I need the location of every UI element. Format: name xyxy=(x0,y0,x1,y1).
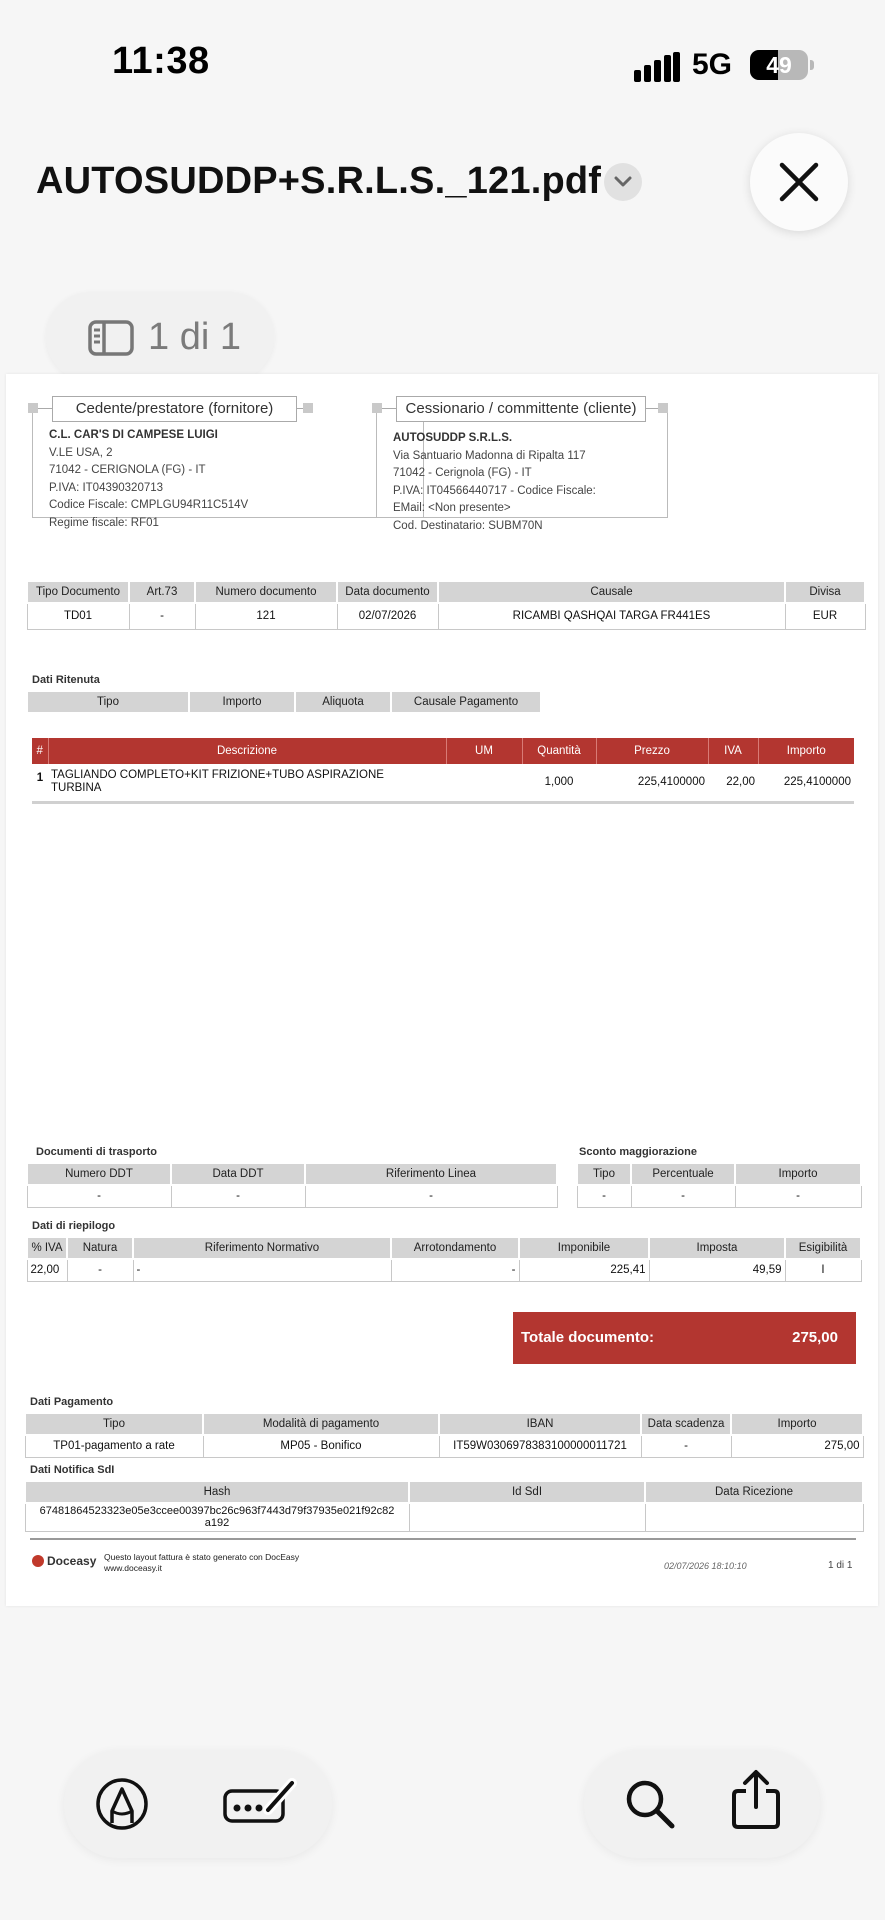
th-item-um: UM xyxy=(446,738,522,764)
page-indicator[interactable] xyxy=(46,292,274,382)
share-button[interactable] xyxy=(722,1766,790,1834)
th-line-ref: Riferimento Linea xyxy=(305,1163,557,1185)
th-taxable: Imponibile xyxy=(519,1237,649,1259)
item-description-line1: TAGLIANDO COMPLETO+KIT FRIZIONE+TUBO ASPIRAZIONE xyxy=(51,769,384,782)
document-table-row xyxy=(27,603,865,629)
footer-note xyxy=(104,1552,299,1574)
battery-percent: 49 xyxy=(766,52,792,78)
th-withholding-type: Tipo xyxy=(27,691,189,713)
th-legal-ref: Riferimento Normativo xyxy=(133,1237,391,1259)
toolbar-right xyxy=(584,1750,820,1858)
th-ddt-number: Numero DDT xyxy=(27,1163,171,1185)
markup-icon xyxy=(95,1777,149,1831)
customer-corner-right xyxy=(658,403,668,413)
th-item-description: Descrizione xyxy=(48,738,446,764)
summary-vat-rate: 22,00 xyxy=(27,1259,67,1281)
ddt-date: - xyxy=(171,1185,305,1207)
th-currency: Divisa xyxy=(785,581,865,603)
items-header xyxy=(32,738,854,764)
th-chargeability: Esigibilità xyxy=(785,1237,861,1259)
supplier-header: Cedente/prestatore (fornitore) xyxy=(52,396,297,422)
sdi-hash xyxy=(25,1503,409,1531)
supplier-vat: P.IVA: IT04390320713 xyxy=(49,481,164,494)
payment-method: MP05 - Bonifico xyxy=(203,1435,439,1457)
signal-icon xyxy=(634,52,680,82)
th-doc-number: Numero documento xyxy=(195,581,337,603)
customer-recipient-code: Cod. Destinatario: SUBM70N xyxy=(393,519,543,532)
footer-generated-date: 02/07/2026 18:10:10 xyxy=(664,1561,747,1571)
customer-rule-left xyxy=(382,408,396,409)
total-label: Totale documento: xyxy=(521,1329,655,1346)
th-vat-rate: % IVA xyxy=(27,1237,67,1259)
discount-percent: - xyxy=(631,1185,735,1207)
doc-date: 02/07/2026 xyxy=(337,603,438,629)
th-nature: Natura xyxy=(67,1237,133,1259)
share-icon xyxy=(730,1769,782,1831)
close-button[interactable] xyxy=(750,133,848,231)
customer-address: Via Santuario Madonna di Ripalta 117 xyxy=(393,449,586,462)
document-table-header xyxy=(27,581,865,603)
item-vat: 22,00 xyxy=(708,764,758,802)
sdi-received-date xyxy=(645,1503,863,1531)
ddt-number: - xyxy=(27,1185,171,1207)
doc-type: TD01 xyxy=(27,603,129,629)
th-item-price: Prezzo xyxy=(596,738,708,764)
th-item-number: # xyxy=(32,738,48,764)
th-withholding-amount: Importo xyxy=(189,691,295,713)
transport-table xyxy=(26,1162,558,1208)
th-reason: Causale xyxy=(438,581,785,603)
th-discount-percent: Percentuale xyxy=(631,1163,735,1185)
summary-nature: - xyxy=(67,1259,133,1281)
chevron-down-icon[interactable] xyxy=(604,163,642,201)
th-payment-amount: Importo xyxy=(731,1413,863,1435)
footer-page-number: 1 di 1 xyxy=(828,1560,853,1571)
sidebar-icon xyxy=(88,320,134,361)
discount-table xyxy=(576,1162,862,1208)
supplier-city: 71042 - CERIGNOLA (FG) - IT xyxy=(49,464,206,476)
th-item-amount: Importo xyxy=(758,738,854,764)
doceasy-logo-mark xyxy=(32,1555,44,1567)
markup-button[interactable] xyxy=(88,1770,156,1838)
items-table xyxy=(32,738,854,804)
th-discount-amount: Importo xyxy=(735,1163,861,1185)
customer-email: EMail: <Non presente> xyxy=(393,502,511,514)
summary-label: Dati di riepilogo xyxy=(32,1220,116,1232)
footer-note-link[interactable]: www.doceasy.it xyxy=(104,1563,162,1573)
item-number: 1 xyxy=(32,764,48,802)
th-withholding-rate: Aliquota xyxy=(295,691,391,713)
doc-art73: - xyxy=(129,603,195,629)
th-payment-method: Modalità di pagamento xyxy=(203,1413,439,1435)
doc-number: 121 xyxy=(195,603,337,629)
page-indicator-label: 1 di 1 xyxy=(148,316,241,358)
customer-name: AUTOSUDDP S.R.L.S. xyxy=(393,432,513,444)
summary-tax: 49,59 xyxy=(649,1259,785,1281)
th-art73: Art.73 xyxy=(129,581,195,603)
customer-corner-left xyxy=(372,403,382,413)
supplier-tax-code: Codice Fiscale: CMPLGU94R11C514V xyxy=(49,499,249,511)
transport-label: Documenti di trasporto xyxy=(36,1146,158,1158)
supplier-rule-left xyxy=(38,408,52,409)
item-price: 225,4100000 xyxy=(596,764,708,802)
doceasy-logo-text: Doceasy xyxy=(47,1554,97,1568)
th-discount-type: Tipo xyxy=(577,1163,631,1185)
summary-rounding: - xyxy=(391,1259,519,1281)
signature-icon xyxy=(222,1777,298,1831)
sdi-label: Dati Notifica SdI xyxy=(30,1464,115,1476)
footer-divider xyxy=(30,1538,856,1540)
pdf-page[interactable] xyxy=(6,374,878,1606)
signature-button[interactable] xyxy=(220,1770,300,1838)
item-row xyxy=(32,764,854,802)
th-tax: Imposta xyxy=(649,1237,785,1259)
doc-currency: EUR xyxy=(785,603,865,629)
status-time: 11:38 xyxy=(112,40,210,82)
payment-type: TP01-pagamento a rate xyxy=(25,1435,203,1457)
payment-due-date: - xyxy=(641,1435,731,1457)
supplier-address: V.LE USA, 2 xyxy=(49,446,113,459)
battery-tip xyxy=(810,60,814,70)
withholding-label: Dati Ritenuta xyxy=(32,674,100,686)
total-value: 275,00 xyxy=(792,1329,838,1346)
th-payment-type: Tipo xyxy=(25,1413,203,1435)
footer-note-line1: Questo layout fattura è stato generato con DocEasy xyxy=(104,1552,300,1562)
item-qty: 1,000 xyxy=(522,764,596,802)
doc-reason: RICAMBI QASHQAI TARGA FR441ES xyxy=(438,603,785,629)
customer-header: Cessionario / committente (cliente) xyxy=(396,396,646,422)
th-item-vat: IVA xyxy=(708,738,758,764)
toolbar-left xyxy=(64,1750,332,1858)
summary-taxable: 225,41 xyxy=(519,1259,649,1281)
item-um xyxy=(446,764,522,802)
th-item-qty: Quantità xyxy=(522,738,596,764)
network-type: 5G xyxy=(692,48,733,81)
search-button[interactable] xyxy=(616,1770,684,1838)
th-withholding-reason: Causale Pagamento xyxy=(391,691,541,713)
item-description-line2: TURBINA xyxy=(51,782,102,795)
discount-type: - xyxy=(577,1185,631,1207)
supplier-corner-right xyxy=(303,403,313,413)
sdi-hash-line2: a192 xyxy=(204,1517,230,1530)
customer-details xyxy=(393,430,596,535)
th-hash: Hash xyxy=(25,1481,409,1503)
payment-table xyxy=(24,1412,864,1458)
sdi-id xyxy=(409,1503,645,1531)
th-sdi-id: Id SdI xyxy=(409,1481,645,1503)
discount-amount: - xyxy=(735,1185,861,1207)
supplier-name: C.L. CAR'S DI CAMPESE LUIGI xyxy=(49,429,218,441)
customer-vat: P.IVA: IT04566440717 - Codice Fiscale: xyxy=(393,484,596,497)
supplier-corner-left xyxy=(28,403,38,413)
sdi-table xyxy=(24,1480,864,1532)
item-amount: 225,4100000 xyxy=(758,764,854,802)
th-iban: IBAN xyxy=(439,1413,641,1435)
item-description xyxy=(48,764,446,802)
payment-iban: IT59W0306978383100000011721 xyxy=(439,1435,641,1457)
ddt-line-ref: - xyxy=(305,1185,557,1207)
th-doc-type: Tipo Documento xyxy=(27,581,129,603)
document-title[interactable]: AUTOSUDDP+S.R.L.S._121.pdf xyxy=(36,160,602,202)
doceasy-logo xyxy=(32,1554,96,1568)
th-due-date: Data scadenza xyxy=(641,1413,731,1435)
supplier-tax-regime: Regime fiscale: RF01 xyxy=(49,516,159,529)
th-ddt-date: Data DDT xyxy=(171,1163,305,1185)
payment-amount: 275,00 xyxy=(731,1435,863,1457)
th-received-date: Data Ricezione xyxy=(645,1481,863,1503)
sdi-hash-line1: 67481864523323e05e3ccee00397bc26c963f7443d79f37935e021f92c82 xyxy=(39,1505,395,1518)
battery-icon xyxy=(750,50,808,80)
withholding-table xyxy=(26,690,542,714)
summary-legal-ref: - xyxy=(133,1259,391,1281)
supplier-details xyxy=(49,427,248,532)
search-icon xyxy=(623,1777,677,1831)
customer-city: 71042 - Cerignola (FG) - IT xyxy=(393,467,532,479)
th-doc-date: Data documento xyxy=(337,581,438,603)
customer-rule-right xyxy=(646,408,658,409)
summary-table xyxy=(26,1236,862,1282)
summary-chargeability: I xyxy=(785,1259,861,1281)
close-icon xyxy=(779,162,819,202)
th-rounding: Arrotondamento xyxy=(391,1237,519,1259)
total-box xyxy=(513,1312,856,1364)
discount-label: Sconto maggiorazione xyxy=(579,1146,697,1158)
document-table xyxy=(26,580,866,630)
payment-label: Dati Pagamento xyxy=(30,1396,114,1408)
